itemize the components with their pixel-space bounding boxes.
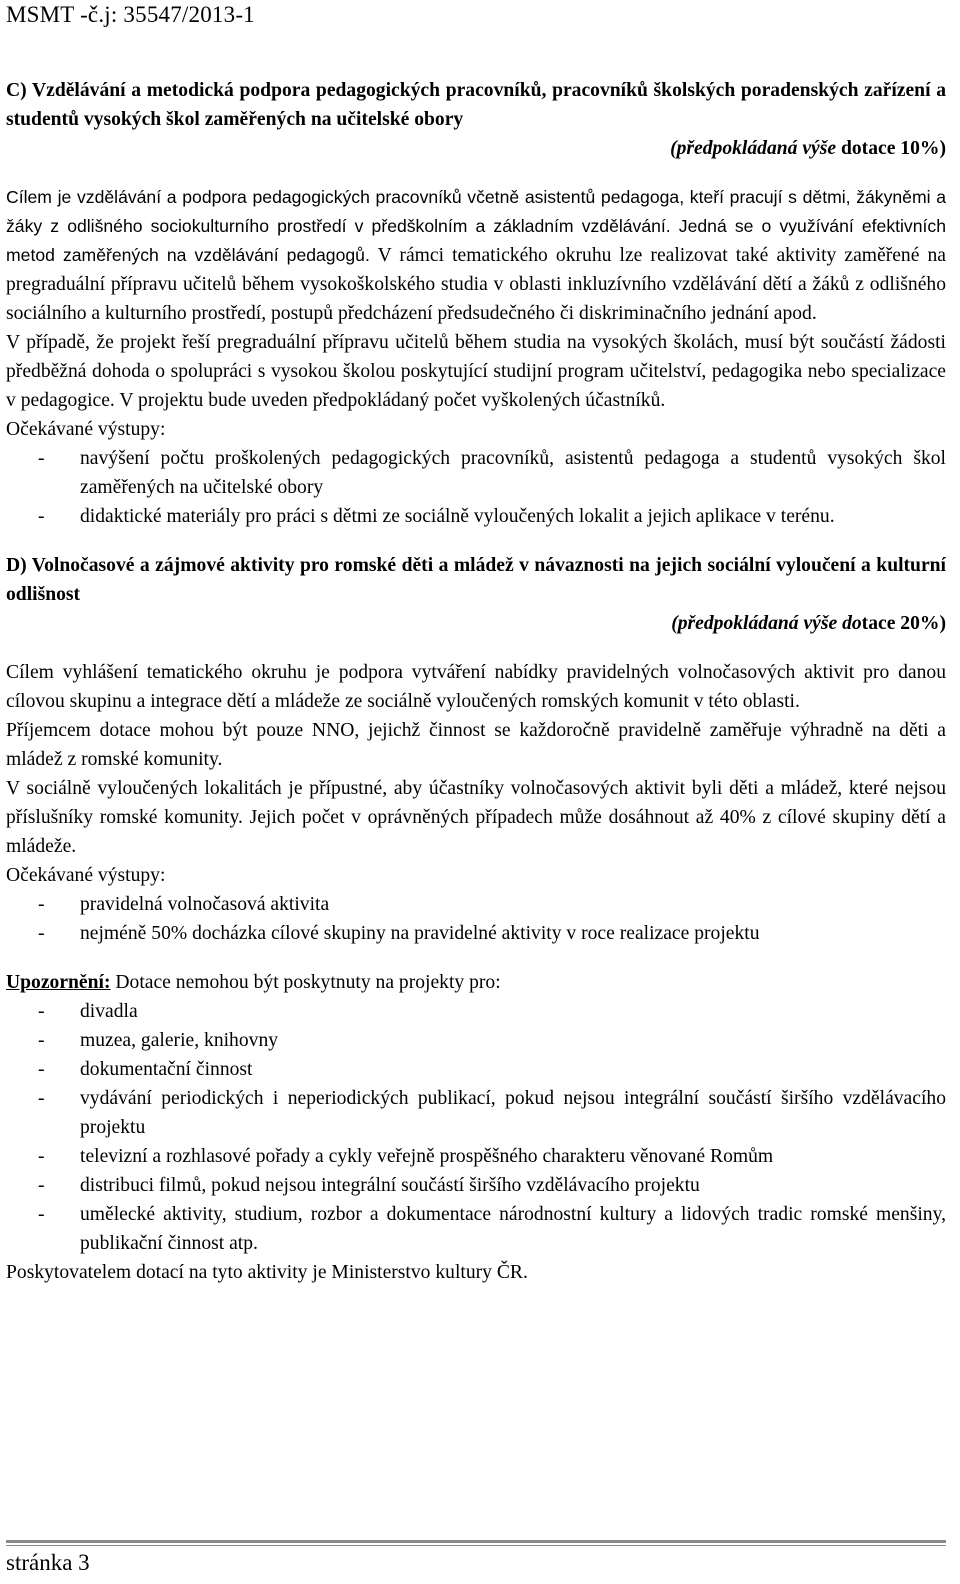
section-d-outputs-label: Očekávané výstupy: [6, 865, 166, 886]
list-item: - muzea, galerie, knihovny [6, 1026, 946, 1055]
section-c-paragraph-1 [6, 183, 946, 328]
section-c-paragraph-1-sans: Cílem je vzdělávání a podpora pedagogických pracovníků včetně asistentů pedagoga, kteří pracují s dětmi, žákyněmi a žáky z odlišného sociokulturního prostředí v předškolním a základním vzdělávání. Jedná se o využívání efektivních metod zaměřených na vzdělávání pedagogů. [6, 187, 946, 265]
section-c-title: C) Vzdělávání a metodická podpora pedagogických pracovníků, pracovníků školských poradenských zařízení a studentů vysokých škol zaměřených na učitelské obory [6, 80, 946, 130]
section-d-paragraph-2: Příjemcem dotace mohou být pouze NNO, jejichž činnost se každoročně pravidelně zaměřuje výhradně na děti a mládež z romské komunity. [6, 720, 946, 770]
list-item: - vydávání periodických i neperiodických publikací, pokud nejsou integrální součástí širšího vzdělávacího projektu [6, 1084, 946, 1142]
list-item: - televizní a rozhlasové pořady a cykly veřejně prospěšného charakteru věnované Romům [6, 1142, 946, 1171]
section-c-subsidy-rest: dotace 10%) [836, 138, 946, 159]
page-content [6, 76, 946, 1287]
spacer [6, 531, 946, 551]
section-d-paragraph-3: V sociálně vyloučených lokalitách je přípustné, aby účastníky volnočasových aktivit byli děti a mládež, které nejsou příslušníky romské komunity. Jejich počet v oprávněných případech může dosáhnout až 40% z cílové skupiny dětí a mládeže. [6, 778, 946, 857]
notice-intro [6, 968, 946, 997]
list-item: - distribuci filmů, pokud nejsou integrální součástí širšího vzdělávacího projektu [6, 1171, 946, 1200]
notice-provider: Poskytovatelem dotací na tyto aktivity je Ministerstvo kultury ČR. [6, 1262, 528, 1283]
section-c-paragraph-1-serif: V rámci tematického okruhu lze realizovat také aktivity zaměřené na pregraduální přípravu učitelů během vysokoškolského studia v oblasti inkluzívního vzdělávání dětí a žáků z odlišného sociálního a kulturního prostředí, postupů předcházení předsudečného či diskriminačního jednání apod. [6, 245, 946, 324]
section-c-subsidy-italic: (předpokládaná výše [670, 138, 837, 159]
section-c-outputs-label: Očekávané výstupy: [6, 419, 166, 440]
footer-divider [6, 1540, 946, 1543]
list-item: - nejméně 50% docházka cílové skupiny na pravidelné aktivity v roce realizace projektu [6, 919, 946, 948]
section-c-outputs-list [6, 444, 946, 531]
notice-label: Upozornění: [6, 972, 111, 993]
spacer [6, 638, 946, 658]
spacer [6, 163, 946, 183]
spacer [6, 948, 946, 968]
section-d-subsidy [6, 609, 946, 638]
footer-divider-thin [6, 1545, 946, 1546]
document-reference: MSMT -č.j: 35547/2013-1 [6, 2, 255, 27]
notice-intro-text: Dotace nemohou být poskytnuty na projekty pro: [110, 972, 501, 993]
list-item: - umělecké aktivity, studium, rozbor a dokumentace národnostní kultury a lidových tradic romské menšiny, publikační činnost atp. [6, 1200, 946, 1258]
section-c-subsidy [6, 134, 946, 163]
notice-list [6, 997, 946, 1258]
section-c-paragraph-2: V případě, že projekt řeší pregraduální přípravu učitelů během studia na vysokých školách, musí být součástí žádosti předběžná dohoda o spolupráci s vysokou školou poskytující studijní program učitelství, pedagogika nebo specializace v pedagogice. V projektu bude uveden předpokládaný počet vyškolených účastníků. [6, 332, 946, 411]
list-item: - divadla [6, 997, 946, 1026]
list-item: - navýšení počtu proškolených pedagogických pracovníků, asistentů pedagoga a studentů vysokých škol zaměřených na učitelské obory [6, 444, 946, 502]
list-item: - dokumentační činnost [6, 1055, 946, 1084]
list-item: - didaktické materiály pro práci s dětmi ze sociálně vyloučených lokalit a jejich aplikace v terénu. [6, 502, 946, 531]
section-d-subsidy-rest: tace 20%) [861, 613, 946, 634]
section-d-paragraph-1: Cílem vyhlášení tematického okruhu je podpora vytváření nabídky pravidelných volnočasových aktivit pro danou cílovou skupinu a integrace dětí a mládeže ze sociálně vyloučených romských komunit v této oblasti. [6, 662, 946, 712]
section-d-subsidy-italic: (předpokládaná výše do [671, 613, 862, 634]
list-item: - pravidelná volnočasová aktivita [6, 890, 946, 919]
page-number: stránka 3 [6, 1550, 90, 1575]
section-d-outputs-list [6, 890, 946, 948]
section-d-title: D) Volnočasové a zájmové aktivity pro romské děti a mládež v návaznosti na jejich sociální vyloučení a kulturní odlišnost [6, 555, 946, 605]
